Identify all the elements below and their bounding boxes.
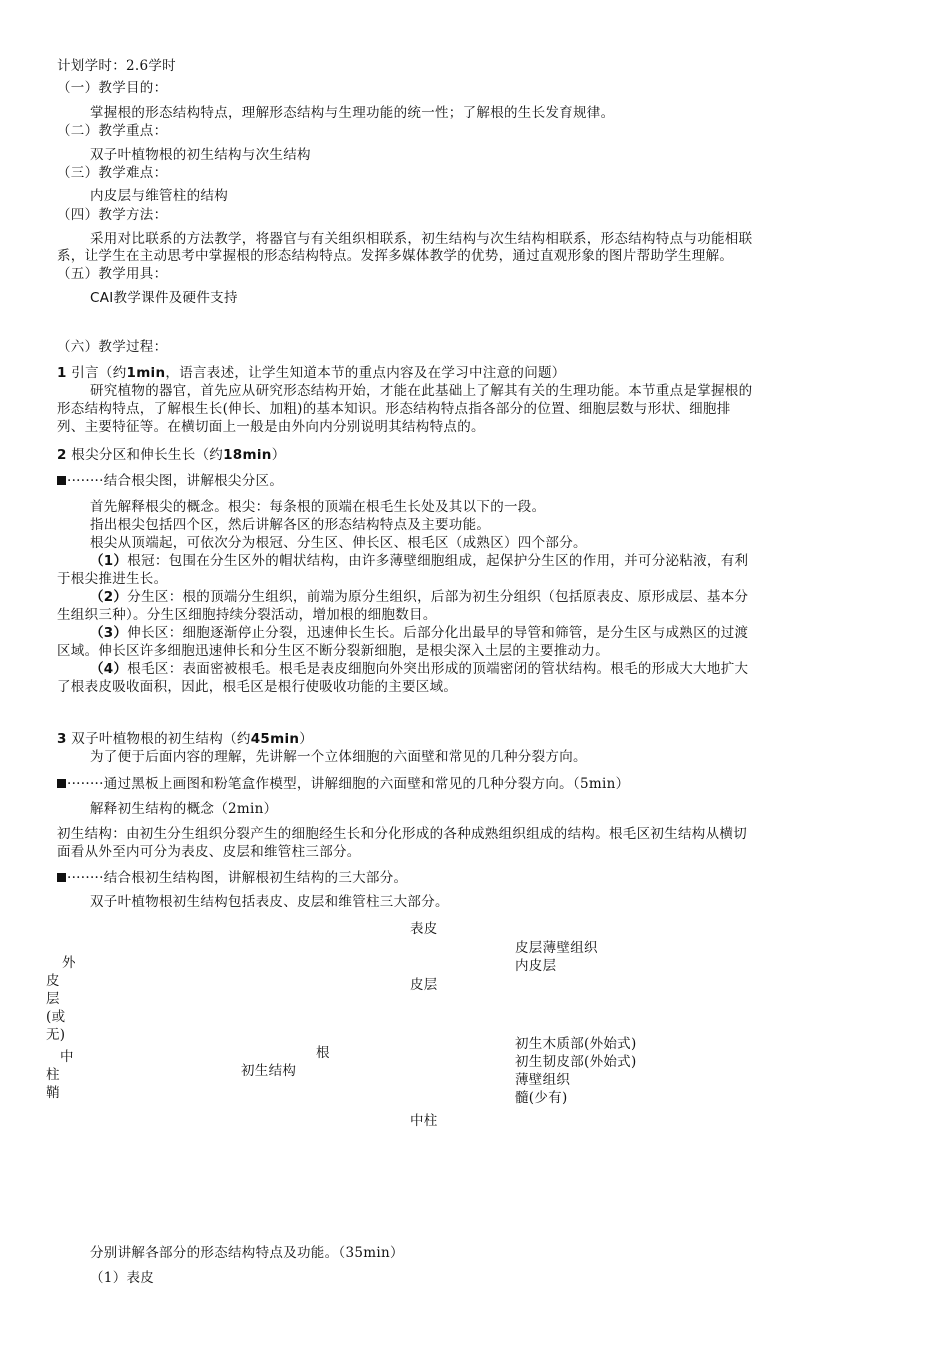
methods-title: （四）教学方法：: [57, 207, 168, 223]
meristem-line-1: （2）分生区：根的顶端分生组织，前端为原分生组织，后部为初生分组织（包括原表皮、原形成层、基本分: [90, 589, 749, 605]
section1-title-pre: 引言（约: [71, 365, 127, 381]
section3-explain-parts: 分别讲解各部分的形态结构特点及功能。（35min）: [90, 1245, 404, 1261]
diagram-left-fragment-7: 柱: [46, 1067, 60, 1083]
section3-definition-2: 面看从外至内可分为表皮、皮层和维管柱三部分。: [57, 844, 361, 860]
diagram-left-fragment-1: 外: [62, 955, 76, 971]
section3-summary: 双子叶植物根初生结构包括表皮、皮层和维管柱三大部分。: [90, 894, 449, 910]
meristem-line-2: 生组织三种）。分生区细胞持续分裂活动，增加根的细胞数目。: [57, 607, 437, 623]
section1-heading: [57, 365, 566, 381]
section2-title-bold: 18min: [223, 447, 272, 463]
difficulties-text: 内皮层与维管柱的结构: [90, 188, 228, 204]
diagram-stele-item-1: 初生木质部(外始式): [515, 1036, 637, 1052]
section1-number: 1: [57, 365, 67, 381]
diagram-left-fragment-4: (或: [46, 1009, 66, 1025]
tools-text: CAI教学课件及硬件支持: [90, 290, 238, 306]
section3-explain: 解释初生结构的概念（2min）: [90, 801, 278, 817]
root-cap-line-2: 于根尖推进生长。: [57, 571, 168, 587]
root-hair-line-1: （4）根毛区：表面密被根毛。根毛是表皮细胞向外突出形成的顶端密闭的管状结构。根毛的形成大大地扩大: [90, 661, 749, 677]
tools-title: （五）教学用具：: [57, 266, 168, 282]
square-bullet-icon: [57, 873, 66, 882]
section2-number: 2: [57, 447, 67, 463]
diagram-root: 根: [316, 1045, 330, 1061]
objectives-text: 掌握根的形态结构特点，理解形态结构与生理功能的统一性；了解根的生长发育规律。: [90, 105, 615, 121]
planned-hours: 计划学时：2.6学时: [57, 58, 176, 74]
objectives-title: （一）教学目的：: [57, 80, 168, 96]
difficulties-title: （三）教学难点：: [57, 165, 168, 181]
square-bullet-icon: [57, 476, 66, 485]
square-bullet-icon: [57, 779, 66, 788]
key-points-text: 双子叶植物根的初生结构与次生结构: [90, 147, 311, 163]
diagram-left-fragment-6: 中: [60, 1049, 74, 1065]
diagram-stele-item-2: 初生韧皮部(外始式): [515, 1054, 637, 1070]
key-points-title: （二）教学重点：: [57, 123, 168, 139]
elongation-line-1: （3）伸长区：细胞逐渐停止分裂，迅速伸长生长。后部分化出最早的导管和筛管，是分生区与成熟区的过渡: [90, 625, 749, 641]
section2-title-pre: 根尖分区和伸长生长（约: [71, 447, 224, 463]
diagram-left-fragment-8: 鞘: [46, 1085, 60, 1101]
section3-part1: （1）表皮: [90, 1270, 155, 1286]
diagram-left-fragment-3: 层: [46, 991, 60, 1007]
section2-heading: [57, 447, 286, 463]
root-hair-line-2: 了根表皮吸收面积，因此，根毛区是根行使吸收功能的主要区域。: [57, 679, 458, 695]
diagram-primary-structure: 初生结构: [241, 1063, 297, 1079]
section2-intro-2: 指出根尖包括四个区，然后讲解各区的形态结构特点及主要功能。: [90, 517, 491, 533]
section1-line-3: 列、主要特征等。在横切面上一般是由外向内分别说明其结构特点的。: [57, 419, 485, 435]
section1-line-1: 研究植物的器官，首先应从研究形态结构开始，才能在此基础上了解其有关的生理功能。本节重点是掌握根的: [90, 383, 753, 399]
root-cap-line-1: （1）根冠：包围在分生区外的帽状结构，由许多薄壁细胞组成，起保护分生区的作用，并可分泌粘液，有利: [90, 553, 749, 569]
section1-line-2: 形态结构特点，了解根生长(伸长、加粗)的基本知识。形态结构特点指各部分的位置、细胞层数与形状、细胞排: [57, 401, 731, 417]
diagram-cortex-item-2: 内皮层: [515, 958, 557, 974]
methods-line-1: 采用对比联系的方法教学，将器官与有关组织相联系，初生结构与次生结构相联系，形态结构特点与功能相联: [90, 231, 753, 247]
elongation-line-2: 区域。伸长区许多细胞迅速伸长和分生区不断分裂新细胞，是根尖深入土层的主要推动力。: [57, 643, 609, 659]
diagram-left-fragment-5: 无): [46, 1027, 66, 1043]
diagram-cortex-item-1: 皮层薄壁组织: [515, 940, 598, 956]
section2-intro-3: 根尖从顶端起，可依次分为根冠、分生区、伸长区、根毛区（成熟区）四个部分。: [90, 535, 587, 551]
section3-bullet-2: ········结合根初生结构图，讲解根初生结构的三大部分。: [57, 870, 407, 886]
section3-bullet-1: ········通过黑板上画图和粉笔盒作模型，讲解细胞的六面壁和常见的几种分裂方向。（5min）: [57, 776, 629, 792]
section3-heading: [57, 731, 313, 747]
diagram-left-fragment-2: 皮: [46, 973, 60, 989]
diagram-epidermis: 表皮: [410, 921, 438, 937]
section3-title-bold: 45min: [250, 731, 300, 747]
section3-intro: 为了便于后面内容的理解，先讲解一个立体细胞的六面壁和常见的几种分裂方向。: [90, 749, 587, 765]
diagram-stele-item-3: 薄壁组织: [515, 1072, 571, 1088]
section2-title-post: ）: [271, 447, 286, 463]
section1-title-bold: 1min: [126, 365, 166, 381]
diagram-stele: 中柱: [410, 1113, 438, 1129]
methods-line-2: 系，让学生在主动思考中掌握根的形态结构特点。发挥多媒体教学的优势，通过直观形象的图片帮助学生理解。: [57, 248, 734, 264]
process-title: （六）教学过程：: [57, 339, 168, 355]
section3-title-post: ）: [299, 731, 314, 747]
section3-title-pre: 双子叶植物根的初生结构（约: [71, 731, 251, 747]
section2-intro-1: 首先解释根尖的概念。根尖：每条根的顶端在根毛生长处及其以下的一段。: [90, 499, 546, 515]
section3-definition-1: 初生结构：由初生分生组织分裂产生的细胞经生长和分化形成的各种成熟组织组成的结构。根毛区初生结构从横切: [57, 826, 747, 842]
section3-number: 3: [57, 731, 67, 747]
diagram-cortex: 皮层: [410, 977, 438, 993]
diagram-stele-item-4: 髓(少有): [515, 1090, 568, 1106]
section2-bullet: ········结合根尖图，讲解根尖分区。: [57, 473, 283, 489]
section1-title-post: ，语言表述，让学生知道本节的重点内容及在学习中注意的问题）: [165, 365, 566, 381]
